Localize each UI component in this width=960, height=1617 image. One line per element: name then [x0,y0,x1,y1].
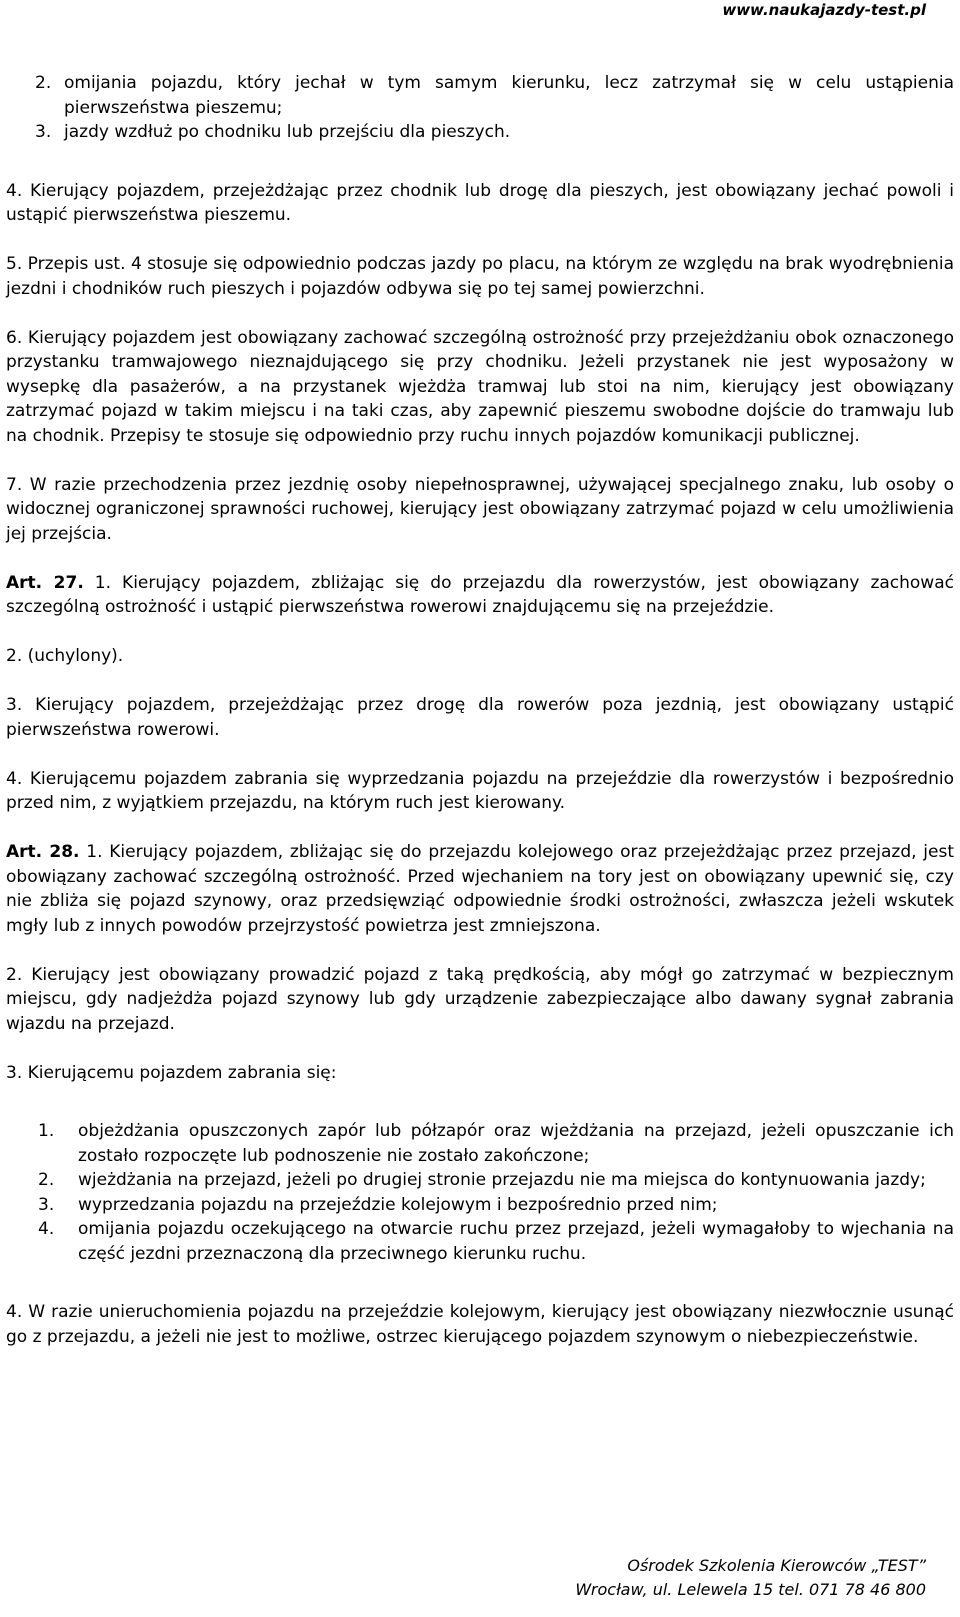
list-item-text: objeżdżania opuszczonych zapór lub półzapór oraz wjeżdżania na przejazd, jeżeli opuszczanie ich zostało rozpoczęte lub podnoszenie nie zostało zakończone; [78,1121,954,1166]
paragraph-6: 6. Kierujący pojazdem jest obowiązany zachować szczególną ostrożność przy przejeżdżaniu obok oznaczonego przystanku tramwajowego nieznajdującego się przy chodniku. Jeżeli przystanek nie jest wyposażony w wysepkę dla pasażerów, a na przystanek wjeżdża tramwaj lub stoi na nim, kierujący jest obowiązany zatrzymać pojazd w takim miejscu i na taki czas, aby zapewnić pieszemu swobodne dojście do tramwaju lub na chodnik. Przepisy te stosuje się odpowiednio przy ruchu innych pojazdów komunikacji publicznej. [6,327,954,446]
article-28-paragraph-1 [6,840,954,938]
list-item [6,71,954,120]
list-item-number: 2. [38,1170,55,1190]
site-url-header: www.naukajazdy-test.pl [722,1,926,19]
list-item-text: wyprzedzania pojazdu na przejeździe kolejowym i bezpośrednio przed nim; [78,1194,718,1215]
article-27-paragraph-3: 3. Kierujący pojazdem, przejeżdżając przez drogę dla rowerów poza jezdnią, jest obowiązany ustąpić pierwszeństwa rowerowi. [6,695,954,740]
list-top [6,71,954,145]
list-item-text: jazdy wzdłuż po chodniku lub przejściu dla pieszych. [64,122,511,142]
article-27-label: Art. 27. [6,572,84,593]
article-28-paragraph-3: 3. Kierującemu pojazdem zabrania się: [6,1062,337,1083]
footer [575,1554,926,1602]
document-body [6,71,954,1349]
list-item-number: 3. [38,1194,55,1215]
list-item-number: 3. [35,122,52,142]
paragraph-5: 5. Przepis ust. 4 stosuje się odpowiednio podczas jazdy po placu, na którym ze względu na brak wyodrębnienia jezdni i chodników ruch pieszych i pojazdów odbywa się po tej samej powierzchni. [6,254,954,299]
list-item-text: wjeżdżania na przejazd, jeżeli po drugiej stronie przejazdu nie ma miejsca do kontynuowania jazdy; [78,1170,926,1190]
article-27-paragraph-1 [6,571,954,620]
footer-address: Wrocław, ul. Lelewela 15 tel. 071 78 46 800 [575,1580,926,1599]
list-bottom [6,1119,954,1266]
list-item [6,1168,954,1193]
paragraph-4: 4. Kierujący pojazdem, przejeżdżając przez chodnik lub drogę dla pieszych, jest obowiązany jechać powoli i ustąpić pierwszeństwa pieszemu. [6,180,954,225]
article-28-paragraph-4: 4. W razie unieruchomienia pojazdu na przejeździe kolejowym, kierujący jest obowiązany niezwłocznie usunąć go z przejazdu, a jeżeli nie jest to możliwe, ostrzec kierującego pojazdem szynowym o niebezpieczeństwie. [6,1302,954,1347]
article-27-paragraph-4: 4. Kierującemu pojazdem zabrania się wyprzedzania pojazdu na przejeździe dla rowerzystów i bezpośrednio przed nim, z wyjątkiem przejazdu, na którym ruch jest kierowany. [6,768,954,813]
list-item-number: 2. [35,73,52,93]
paragraph-7: 7. W razie przechodzenia przez jezdnię osoby niepełnosprawnej, używającej specjalnego znaku, lub osoby o widocznej ograniczonej sprawności ruchowej, kierujący jest obowiązany zatrzymać pojazd w celu umożliwienia jej przejścia. [6,474,954,544]
article-28-text: 1. Kierujący pojazdem, zbliżając się do przejazdu kolejowego oraz przejeżdżając przez przejazd, jest obowiązany zachować szczególną ostrożność. Przed wjechaniem na tory jest on obowiązany upewnić się, czy nie zbliża się pojazd szynowy, oraz przedsięwziąć odpowiednie środki ostrożności, zwłaszcza jeżeli wskutek mgły lub z innych powodów przejrzystość powietrza jest zmniejszona. [6,842,954,936]
list-item [6,120,954,145]
article-28-label: Art. 28. [6,842,80,862]
footer-school-name: Ośrodek Szkolenia Kierowców „TEST” [627,1556,926,1575]
list-item-text: omijania pojazdu oczekującego na otwarcie ruchu przez przejazd, jeżeli wymagałoby to wjechania na część jezdni przeznaczoną dla przeciwnego kierunku ruchu. [78,1219,954,1264]
article-27-text: 1. Kierujący pojazdem, zbliżając się do przejazdu dla rowerzystów, jest obowiązany zachować szczególną ostrożność i ustąpić pierwszeństwa rowerowi znajdującemu się na przejeździe. [6,572,954,617]
list-item [6,1217,954,1266]
article-28-paragraph-2: 2. Kierujący jest obowiązany prowadzić pojazd z taką prędkością, aby mógł go zatrzymać w bezpiecznym miejscu, gdy nadjeżdża pojazd szynowy lub gdy urządzenie zabezpieczające albo dawany sygnał zabrania wjazdu na przejazd. [6,964,954,1034]
list-item-number: 4. [38,1219,55,1239]
list-item-number: 1. [38,1121,55,1141]
list-item [6,1119,954,1168]
list-item [6,1193,954,1218]
list-item-text: omijania pojazdu, który jechał w tym samym kierunku, lecz zatrzymał się w celu ustąpienia pierwszeństwa pieszemu; [64,73,954,118]
article-27-paragraph-2: 2. (uchylony). [6,646,124,666]
